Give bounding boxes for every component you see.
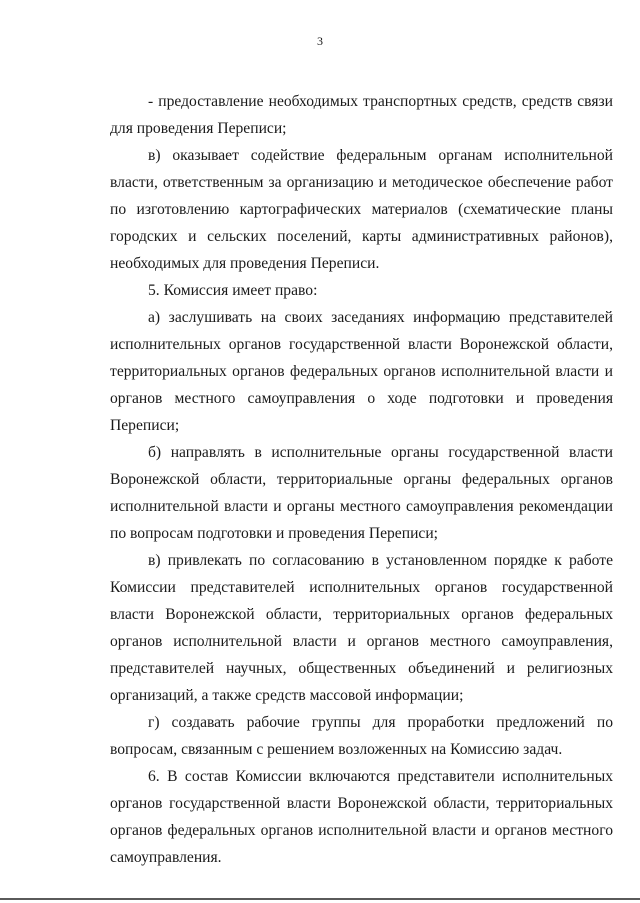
paragraph-transport: - предоставление необходимых транспортных средств, средств связи для проведения Переписи; [110, 93, 613, 137]
paragraph-composition: 6. В состав Комиссии включаются представители исполнительных органов государственной власти Воронежской области, территориальных органов федеральных органов исполнительной власти и органов местного самоуправления. [110, 768, 613, 866]
paragraph-right-b: б) направлять в исполнительные органы государственной власти Воронежской области, территориальные органы федеральных органов исполнительной власти и органы местного самоуправления рекомендации по вопросам подготовки и проведения Переписи; [110, 444, 613, 542]
paragraph-right-a: а) заслушивать на своих заседаниях информацию представителей исполнительных органов государственной власти Воронежской области, территориальных органов федеральных органов исполнительной власти и органов местного самоуправления о ходе подготовки и проведения Переписи; [110, 309, 613, 434]
paragraph-cartography: в) оказывает содействие федеральным органам исполнительной власти, ответственным за организацию и методическое обеспечение работ по изготовлению картографических материалов (схематические планы городских и сельских поселений, карты административных районов), необходимых для проведения Переписи. [110, 147, 613, 272]
page-bottom-edge [0, 898, 640, 900]
page-number: 3 [317, 34, 323, 48]
paragraph-right-v: в) привлекать по согласованию в установленном порядке к работе Комиссии представителей исполнительных органов государственной власти Воронежской области, территориальных органов федеральных органов исполнительной власти и органов местного самоуправления, представителей научных, общественных объединений и религиозных организаций, а также средств массовой информации; [110, 552, 613, 704]
document-body [110, 88, 613, 871]
paragraph-right-g: г) создавать рабочие группы для проработки предложений по вопросам, связанным с решением возложенных на Комиссию задач. [110, 714, 613, 758]
paragraph-commission-rights: 5. Комиссия имеет право: [148, 282, 318, 299]
